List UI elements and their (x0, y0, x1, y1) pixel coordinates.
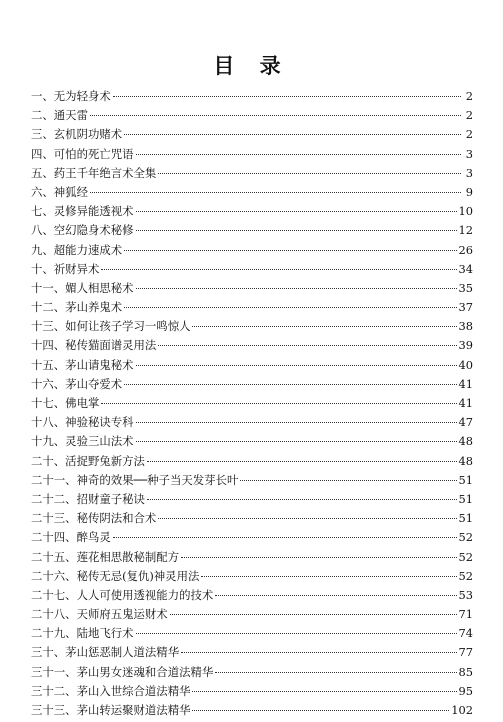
toc-entry[interactable] (31, 471, 473, 490)
toc-entry-label: 十三、如何让孩子学习一鸣惊人 (31, 319, 191, 334)
toc-entry[interactable] (31, 643, 473, 662)
dot-leader (192, 691, 456, 692)
toc-entry-label: 三十三、茅山转运聚财道法精华 (31, 703, 191, 717)
toc-entry-page-number: 71 (458, 607, 473, 622)
toc-entry-label: 二十、活捉野兔新方法 (31, 453, 145, 468)
toc-entry-label: 二十五、莲花相思散秘制配方 (31, 549, 180, 564)
toc-entry-label: 十二、茅山养鬼术 (31, 300, 123, 315)
toc-entry-page-number: 37 (458, 300, 473, 315)
toc-entry-label: 二十七、人人可使用透视能力的技术 (31, 587, 214, 602)
dot-leader (101, 403, 456, 404)
toc-entry[interactable] (31, 509, 473, 528)
toc-entry-label: 六、神狐经 (31, 184, 88, 199)
dot-leader (215, 672, 456, 673)
toc-entry-label: 二十四、醉鸟灵 (31, 530, 111, 545)
toc-entry-page-number: 47 (458, 415, 473, 430)
dot-leader (136, 288, 457, 289)
toc-entry[interactable] (31, 605, 473, 624)
toc-entry-page-number: 3 (465, 146, 473, 161)
toc-entry[interactable] (31, 375, 473, 394)
toc-entry[interactable] (31, 452, 473, 471)
toc-entry-label: 九、超能力速成术 (31, 242, 123, 257)
toc-entry-label: 二十三、秘传阴法和合术 (31, 511, 157, 526)
toc-entry-label: 十七、佛电掌 (31, 396, 100, 410)
toc-entry[interactable] (31, 624, 473, 643)
toc-entry-label: 二、通天雷 (31, 108, 88, 123)
toc-entry-label: 十九、灵验三山法术 (31, 434, 134, 449)
dot-leader (113, 96, 461, 97)
toc-entry-page-number: 34 (458, 261, 473, 276)
toc-entry-page-number: 2 (465, 108, 473, 123)
dot-leader (136, 211, 457, 212)
toc-entry[interactable] (31, 682, 473, 701)
dot-leader (240, 480, 456, 481)
toc-entry-page-number: 38 (458, 319, 473, 334)
dot-leader (136, 365, 457, 366)
toc-entry[interactable] (31, 567, 473, 586)
toc-entry-page-number: 12 (458, 223, 473, 238)
toc-entry-page-number: 2 (465, 89, 473, 103)
toc-entry-label: 三十二、茅山入世综合道法精华 (31, 683, 191, 698)
toc-entry[interactable] (31, 260, 473, 279)
toc-entry[interactable] (31, 356, 473, 375)
toc-entry[interactable] (31, 221, 473, 240)
toc-entry[interactable] (31, 202, 473, 221)
dot-leader (192, 326, 456, 327)
dot-leader (136, 441, 457, 442)
dot-leader (101, 269, 456, 270)
toc-entry-page-number: 74 (458, 626, 473, 641)
toc-entry-label: 八、空幻隐身术秘修 (31, 223, 134, 238)
dot-leader (113, 537, 457, 538)
dot-leader (147, 499, 457, 500)
toc-entry-label: 三、玄机阴功赌术 (31, 127, 123, 142)
toc-entry-label: 二十八、天师府五鬼运财术 (31, 607, 168, 622)
toc-entry-page-number: 51 (458, 472, 473, 487)
toc-entry-page-number: 2 (465, 127, 473, 142)
toc-entry[interactable] (31, 106, 473, 125)
page-title: 目 录 (213, 54, 290, 78)
toc-entry-page-number: 48 (458, 453, 473, 468)
toc-entry[interactable] (31, 145, 473, 164)
toc-entry-label: 十一、媚人相思秘术 (31, 280, 134, 295)
dot-leader (215, 595, 456, 596)
toc-entry-label: 五、药王千年绝言术全集 (31, 165, 157, 180)
dot-leader (136, 154, 461, 155)
dot-leader (124, 134, 461, 135)
dot-leader (170, 614, 457, 615)
toc-entry-label: 十八、神验秘诀专科 (31, 415, 134, 430)
dot-leader (158, 518, 456, 519)
dot-leader (124, 384, 456, 385)
dot-leader (136, 230, 457, 231)
dot-leader (192, 710, 449, 711)
toc-entry[interactable] (31, 490, 473, 509)
toc-entry-label: 四、可怕的死亡咒语 (31, 146, 134, 161)
dot-leader (90, 115, 461, 116)
toc-entry[interactable] (31, 279, 473, 298)
toc-entry-page-number: 41 (458, 376, 473, 391)
toc-entry-page-number: 39 (458, 338, 473, 353)
toc-entry-label: 十、祈财异术 (31, 261, 100, 276)
toc-entry[interactable] (31, 241, 473, 260)
toc-entry-page-number: 52 (458, 568, 473, 583)
toc-entry[interactable] (31, 164, 473, 183)
toc-entry-label: 三十一、茅山男女迷魂和合道法精华 (31, 664, 214, 679)
toc-entry[interactable] (31, 125, 473, 144)
toc-entry-page-number: 52 (458, 549, 473, 564)
toc-entry[interactable] (31, 586, 473, 605)
dot-leader (124, 307, 456, 308)
toc-entry[interactable] (31, 298, 473, 317)
toc-entry-page-number: 41 (458, 396, 473, 410)
toc-entry[interactable] (31, 548, 473, 567)
toc-entry[interactable] (31, 413, 473, 432)
toc-entry-label: 二十六、秘传无忌(复仇)神灵用法 (31, 568, 200, 583)
dot-leader (90, 192, 461, 193)
toc-entry-label: 三十、茅山惩恶制人道法精华 (31, 645, 180, 660)
dot-leader (158, 173, 461, 174)
dot-leader (136, 633, 457, 634)
toc-entry-label: 十五、茅山请鬼秘术 (31, 357, 134, 372)
toc-entry-page-number: 51 (458, 511, 473, 526)
toc-entry-page-number: 51 (458, 491, 473, 506)
toc-entry-page-number: 10 (458, 204, 473, 219)
table-of-contents (31, 87, 473, 720)
toc-entry-label: 二十一、神奇的效果──种子当天发芽长叶 (31, 472, 239, 487)
dot-leader (124, 250, 456, 251)
dot-leader (147, 461, 457, 462)
dot-leader (136, 422, 457, 423)
dot-leader (158, 345, 456, 346)
dot-leader (181, 652, 456, 653)
toc-entry-page-number: 53 (458, 587, 473, 602)
toc-entry[interactable] (31, 336, 473, 355)
toc-entry-page-number: 26 (458, 242, 473, 257)
toc-entry[interactable] (31, 87, 473, 106)
dot-leader (201, 576, 456, 577)
toc-entry-label: 七、灵修异能透视术 (31, 204, 134, 219)
toc-entry-label: 十六、茅山夺爱术 (31, 376, 123, 391)
toc-entry-page-number: 85 (458, 664, 473, 679)
toc-entry[interactable] (31, 317, 473, 336)
toc-entry[interactable] (31, 528, 473, 547)
toc-entry-page-number: 40 (458, 357, 473, 372)
toc-entry-page-number: 95 (458, 683, 473, 698)
toc-entry-label: 二十二、招财童子秘诀 (31, 491, 145, 506)
toc-entry-page-number: 9 (465, 184, 473, 199)
toc-entry[interactable] (31, 701, 473, 720)
dot-leader (181, 557, 456, 558)
toc-entry-page-number: 102 (451, 703, 473, 717)
toc-entry[interactable] (31, 663, 473, 682)
toc-entry-page-number: 48 (458, 434, 473, 449)
toc-entry-page-number: 3 (465, 165, 473, 180)
toc-entry-label: 一、无为轻身术 (31, 89, 111, 103)
toc-entry[interactable] (31, 183, 473, 202)
toc-entry[interactable] (31, 432, 473, 451)
toc-entry-page-number: 77 (458, 645, 473, 660)
toc-entry-label: 二十九、陆地飞行术 (31, 626, 134, 641)
toc-entry-label: 十四、秘传猫面谱灵用法 (31, 338, 157, 353)
toc-entry-page-number: 52 (458, 530, 473, 545)
toc-entry[interactable] (31, 394, 473, 413)
toc-entry-page-number: 35 (458, 280, 473, 295)
